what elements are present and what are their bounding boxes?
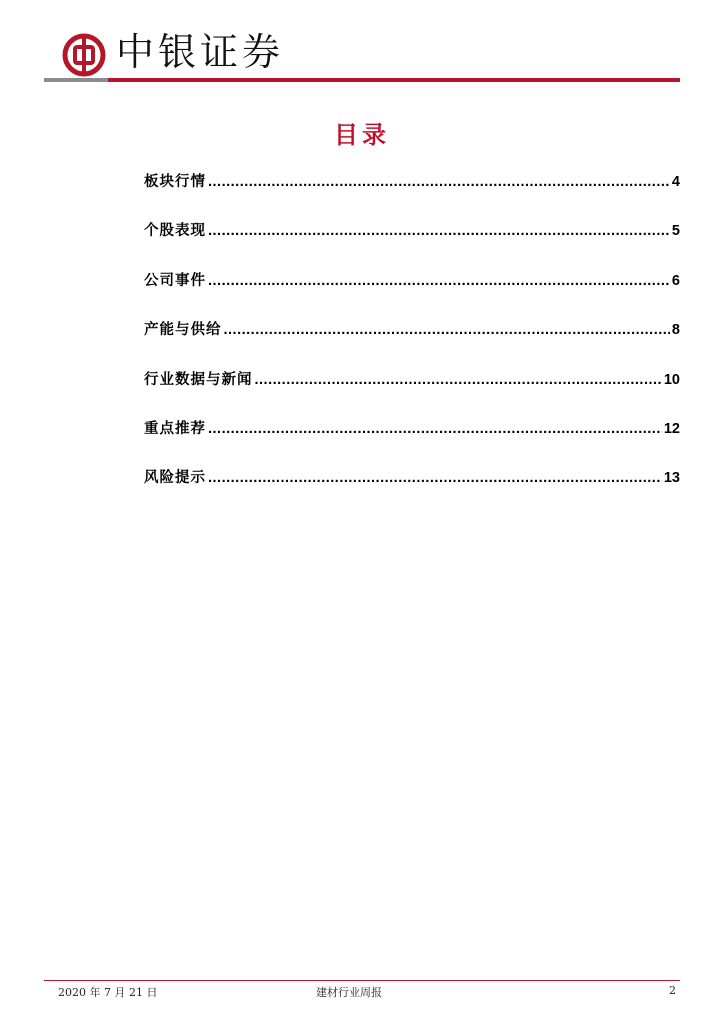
toc-entry-page: 6	[671, 272, 680, 289]
toc-entry[interactable]	[144, 170, 680, 219]
toc-entry[interactable]	[144, 219, 680, 268]
header-rule-red	[108, 78, 680, 82]
toc-leader-dots	[208, 421, 662, 437]
footer-report-name: 建材行业周报	[316, 986, 382, 999]
toc-entry-label: 风险提示	[144, 470, 206, 487]
footer-date: 2020 年 7 月 21 日	[58, 986, 158, 999]
toc-entry-page: 8	[671, 322, 680, 339]
toc-leader-dots	[208, 273, 670, 289]
toc-entry-page: 4	[671, 174, 680, 190]
toc-entry-page: 12	[663, 420, 680, 437]
toc-entry-label: 产能与供给	[144, 322, 222, 339]
toc-entry-label: 公司事件	[144, 272, 206, 289]
toc-entry[interactable]	[144, 466, 680, 515]
toc-title: 目录	[334, 121, 390, 149]
toc-leader-dots	[208, 174, 670, 190]
toc-leader-dots	[224, 322, 670, 338]
footer-rule	[44, 980, 680, 981]
toc-entry[interactable]	[144, 318, 680, 367]
toc-entry-label: 个股表现	[144, 223, 206, 240]
toc-leader-dots	[208, 470, 662, 486]
toc-entry-label: 行业数据与新闻	[144, 371, 253, 388]
toc-entry[interactable]	[144, 269, 680, 318]
bank-of-china-logo-icon	[62, 33, 106, 77]
page-footer	[58, 984, 680, 1000]
toc-entry-page: 13	[663, 470, 680, 487]
toc-entry-page: 5	[671, 223, 680, 240]
footer-page-number: 2	[669, 984, 676, 997]
toc-entry[interactable]	[144, 417, 680, 466]
toc-entry[interactable]	[144, 368, 680, 417]
toc-entry-label: 重点推荐	[144, 420, 206, 437]
toc-entry-label: 板块行情	[144, 174, 206, 190]
toc-entry-page: 10	[663, 371, 680, 388]
brand-name: 中银证券	[116, 30, 285, 74]
toc-leader-dots	[255, 372, 662, 388]
page-header	[0, 0, 724, 90]
header-rule-grey	[44, 78, 108, 82]
table-of-contents	[144, 170, 680, 516]
toc-leader-dots	[208, 223, 670, 239]
